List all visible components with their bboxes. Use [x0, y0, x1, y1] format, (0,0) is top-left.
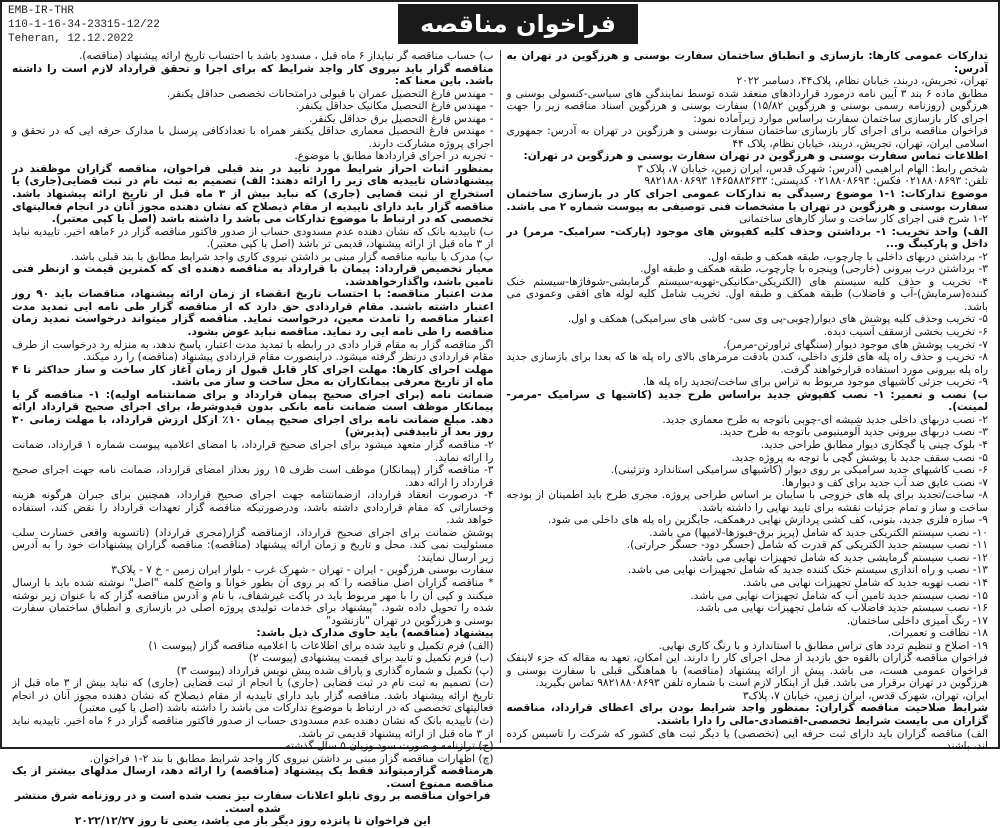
paragraph: تلفن: ۰۲۱۸۸۰۸۶۹۳ فکس: ۰۲۱۸۸۰۸۶۹۳ کدپستی: ۱۴۶۵۸۸۳۶۳۳ ۹۸۲۱۸۸۰۸۶۹۳: [644, 175, 988, 188]
page-title: فراخوان مناقصه: [398, 4, 638, 44]
paragraph: ۲- مناقصه گزار متعهد میشود برای اجرای صحیح قرارداد، با امضای اعلامیه پیوست شماره ۱ قرارداد، ضمانت را ارائه نماید.: [12, 438, 494, 464]
paragraph: (ث) تاییدیه بانک که نشان دهنده عدم مسدودی حساب از صدور فاکتور مناقصه گزار در ۶ ماه اخیر. تاییدیه نباید از ۳ ماه قبل از ارائه پیشنهاد قدیمی تر باشد.: [12, 714, 494, 740]
paragraph: مطابق ماده ۶ بند ۳ آیین نامه درمورد قراردادهای منعقد شده توسط نمایندگی های سیاسی-کنسولی بوسنی و هرزگوین (روزنامه رسمی بوسنی و هرزگوین ۱۵/۸۲) سفارت بوسنی و هرزگوین اسناد مناقصه زیر را جهت اجرای کار بازسازی ساختمان سفارت براساس موارد زیرآماده نمود:: [506, 87, 988, 125]
left-column: [6, 50, 500, 828]
paragraph: مدت اعتبار مناقصه: با احتساب تاریخ انقضاء از زمان ارائه پیشنهاد، مناقصات باید ۹۰ روز اعتبار داشته باشند. مقام قراردادی حق دارد که از مناقصه گزار طی نامه ایی تمدید مدت اعتبار مناقصه را تامدت معین، درخواست نماید. مناقصه گزار میتواند درخواست تمدید زمان مناقصه را طی نامه ایی رد نماید. مناقصه نباید عوض بشود.: [12, 288, 494, 339]
paragraph: ۱۴- نصب تهویه جدید که شامل تجهیزات نهایی می باشد.: [742, 576, 988, 589]
paragraph: ۳- برداشتن درب بیرونی (خارجی) وپنجره با چارچوب، طبقه همکف و طبقه اول.: [640, 263, 988, 276]
paragraph: ۷- تخریب پوشش های موجود دیوار (سنگهای تراورتن-مرمر).: [723, 338, 988, 351]
paragraph: ۴- بلوک چینی یا گچکاری دیوار مطابق طراحی جدید.: [760, 438, 988, 451]
paragraph: - تجربه در اجرای قراردادها مطابق با موضوع.: [294, 150, 494, 163]
paragraph: مهلت اجرای کارها: مهلت اجرای کار قابل قبول از زمان آغاز کار ساخت و ساز حداکثر تا ۴ ماه از تاریخ معرفی پیمانکاران به محل ساخت و ساز می باشد.: [12, 363, 494, 389]
paragraph: ۶- تخریب بخشی ازسقف آسیب دیده.: [823, 326, 988, 339]
paragraph: پ) مدرک یا بیانیه مناقصه گزار مبنی بر داشتن نیروی کاری واجد شرایط مطابق با بند قبلی باشد.: [70, 250, 494, 263]
paragraph: - مهندس فارغ التحصیل مکانیک حداقل یکنفر.: [295, 100, 494, 113]
paragraph: ۱۷- رنگ آمیزی داخلی ساختمان.: [846, 614, 988, 627]
paragraph: الف) واحد تخریب: ۱- برداشتن وحذف کلیه کفپوش های موجود (پارکت- سرامیک- مرمر) در داخل و پارکینگ و...: [506, 225, 989, 251]
paragraph: مناقصه گزار باید نیروی کار واجد شرایط که برای اجرا و تحقق قرارداد لازم است را داشته باشد. باین معنا که:: [12, 62, 494, 88]
paragraph: ۴- درصورت انعقاد قرارداد، ازضمانتنامه جهت اجرای صحیح قرارداد، همچنین برای جبران هرگونه هزینه وخساراتی که مقام قراردادی داشته باشد، ودرصورتیکه مناقصه گزار تعهدات قرارداد را نقض کند، استفاده خواهد شد.: [12, 489, 494, 527]
reference-line: 110-1-16-34-23315-12/22: [8, 19, 160, 31]
paragraph: ۱۵- نصب سیستم جدید تامین آب که شامل تجهیزات نهایی می باشد.: [690, 589, 988, 602]
paragraph: - مهندس فارغ التحصیل معماری حداقل یکنفر همراه با تعدادکافی پرسنل با مدارک حرفه ایی که در تحقق و اجرای پروژه مشارکت دارند.: [12, 125, 494, 150]
paragraph: ایران، تهران، شهرک قدس، ایران زمین، خیابان ۷، پلاک۳: [742, 689, 988, 702]
paragraph: (ت) تصمیم به ثبت نام در ثبت قضایی (جاری) یا انجام از ثبت قضایی (جاری) که نباید بیش از ۳ ماه قبل از تاریخ ارائه پیشنهاد باشد. مناقصه گزار باید دارای تاییدیه از مقام ذیصلاح که نشان دهنده مجوز آنان در انجام فعالیتهای تخصصی که در ارتباط با موضوع تدارکات می باشد را داشته باشد (اصل یا کپی معتبر): [12, 677, 494, 715]
paragraph: (الف) فرم تکمیل و تایید شده برای اطلاعات با اعلامیه مناقصه گزار (پیوست ۱): [148, 639, 494, 652]
reference-line: EMB-IR-THR: [8, 5, 75, 17]
paragraph: ۳- مناقصه گزار (پیمانکار) موظف است ظرف ۱۵ روز بعداز امضای قرارداد، ضمانت نامه جهت اجرای صحیح قرارداد را ارائه دهد.: [12, 464, 494, 489]
paragraph: پیشنهاد (مناقصه) باید حاوی مدارک ذیل باشد:: [256, 627, 494, 640]
paragraph: ۴- تخریب و حذف کلیه سیستم های (الکتریکی-مکانیکی-تهویه-سیستم گرمایشی-شوفاژها-سیستم خنک کننده(سرمایش)-آب و فاضلاب) طبقه همکف و طبقه اول. تخریب شامل کلیه لوله های افقی وعمودی می باشد.: [506, 275, 988, 313]
paragraph: (ج) ترازنامه و صورت سود وزیان ۵ سال گذشته.: [281, 740, 494, 753]
paragraph: ۲- برداشتن دربهای داخلی با چارچوب، طبقه همکف و طبقه اول.: [707, 250, 988, 263]
paragraph: - مهندس فارغ التحصیل عمران با قبولی درامتحانات تخصصی حداقل یکنفر.: [166, 87, 494, 100]
paragraph: سفارت بوسنی هرزگوین - ایران - تهران - شهرک غرب - بلوار ایران زمین - خ ۷ - پلاک۳: [111, 564, 494, 577]
body-columns: [6, 50, 994, 828]
paragraph: * مناقصه گزاران اصل مناقصه را که بر روی آن بطور خوانا و واضح کلمه "اصل" نوشته شده باید با ارسال میکنند و کپی آن را با مهر مربوط باید در پاکت غیرشفاف، با نام و آدرس مناقصه گزار که با عنوان زیر نوشته شده را تحویل داده شود. "پیشنهاد برای خدمات تولیدی پروژه اصلی در بازسازی و انطباق ساختمان سفارت بوسنی و هرزگوین در تهران "بازنشود": [12, 576, 494, 627]
paragraph: (ب) فرم تکمیل و تایید برای قیمت پیشنهادی (پیوست ۲): [248, 652, 494, 665]
paragraph: ۸- تخریب و حذف راه پله های فلزی داخلی، کندن بادقت مرمرهای بالای راه پله ها که بعدا برای بازسازی جدید راه پله بیرونی مورد استفاده قرارخواهند گرفت.: [506, 351, 988, 376]
paragraph: الف) مناقصه گزاران باید دارای ثبت حرفه ایی (تخصصی) یا دیگر ثبت های کشور که شرکت را تاسیس کرده اند، باشند.: [506, 727, 988, 753]
paragraph: پوشش ضمانت برای اجرای صحیح قرارداد، ازمناقصه گزار(مجری قرارداد) (تاتسویه واقعی خسارت سلب مسئولیت نمی کند. محل و تاریخ و زمان ارائه پیشنهاد (مناقصه): مناقصه گزاران پیشنهادات خود را به آدرس زیر ارسال نمایند:: [12, 526, 494, 564]
paragraph: ۷- نصب عایق ضد آب جدید برای کف و دیوارها.: [781, 476, 988, 489]
paragraph: ب) نصب و تعمیر: ۱- نصب کفپوش جدید براساس طرح جدید (کاشیها ی سرامیک -مرمر-لمینت).: [506, 388, 989, 414]
paragraph: ۲- نصب دربهای داخلی جدید شیشه ای-چوبی باتوجه به طرح معماری جدید.: [662, 413, 988, 426]
reference-line: Teheran, 12.12.2022: [8, 33, 134, 45]
paragraph: ۱۰- نصب سیستم الکتریکی جدید که شامل (پریز برق-فیوزها-لامپها) می باشد.: [649, 526, 988, 539]
paragraph: اطلاعات تماس سفارت بوسنی و هرزگوین در تهران سفارت بوسنی و هرزگوین در تهران:: [523, 150, 988, 163]
paragraph: ۶- نصب کاشیهای جدید سرامیکی بر روی دیوار (کاشیهای سرامیکی استاندارد وتزئینی).: [610, 464, 988, 477]
reference-block: [8, 4, 160, 46]
paragraph: ۱۲- نصب سیستم گرمایشی جدید که شامل تجهیزات نهایی می باشد.: [688, 551, 988, 564]
paragraph: فراخوان مناقصه گزاران بالقوه حق بازدید از محل اجرای کار را دارند. این امکان، تعهد به مقاله که جزء لاینفک فراخوان عمومی هست، می باشد. پیش از ارائه پیشنهاد (مناقصه) با هماهنگی قبلی با سفارت بوسنی و هرزگوین در تهران برقرار می باشد. قبل از اینکار لازم است با شماره تلفن ۹۸۲۱۸۸۰۸۶۹۳ تماس بگیرید.: [506, 652, 988, 690]
paragraph: ب) تاییدیه بانک که نشان دهنده عدم مسدودی حساب از صدور فاکتور مناقصه گزار در ۶ماهه اخیر. تاییدیه نباید از ۳ ماه قبل از ارائه پیشنهاد، قدیمی تر باشد (اصل یا کپی معتبر).: [12, 225, 494, 251]
left-column-body: [12, 50, 494, 790]
paragraph: بمنظور اثبات احراز شرایط مورد تایید در بند قبلی فراخوان، مناقصه گزاران موظفند در پیشنهادشان تاییدیه های زیر را ارائه دهند: الف) تصمیم به ثبت نام در ثبت قضایی(جاری) یا استخراج از ثبت قضایی (جاری) که نباید بیش از ۳ ماه قبل از تاریخ ارائه پیشنهاد باشد. مناقصه گزار باید دارای تاییدیه از مقام ذیصلاح که نشان دهنده مجوز آنان در انجام فعالیتهای تخصصی که در ارتباط با موضوع تدارکات می باشد را داشته باشد (اصل یا کپی معتبر).: [12, 162, 494, 226]
footer-line: فراخوان مناقصه بر روی تابلو اعلانات سفارت نیز نصب شده است و در روزنامه شرق منتشر شده است.: [14, 790, 491, 815]
paragraph: ۱۳- نصب و راه اندازی سیستم خنک کننده جدید که شامل تجهیزات نهایی می باشد.: [627, 564, 988, 577]
paragraph: فراخوان مناقصه برای اجرای کار بازسازی ساختمان سفارت بوسنی و هرزگوین در تهران به آدرس: جمهوری اسلامی ایران، تهران، تجریش، دربند، خیابان نظام، پلاک ۴۴: [506, 125, 988, 150]
header: [2, 2, 998, 48]
paragraph: شرایط صلاحیت مناقصه گزاران: بمنظور واجد شرایط بودن برای اعطای قرارداد، مناقصه گزاران می بایست شرایط تخصصی-اقتصادی-مالی را دارا باشند.: [506, 702, 988, 727]
paragraph: تدارکات عمومی کارها: بازسازی و انطباق ساختمان سفارت بوسنی و هرزگوین در تهران به آدرس:: [506, 50, 988, 75]
right-column: [500, 50, 995, 753]
paragraph: هرمناقصه گزارمیتواند فقط یک پیشنهاد (مناقصه) را ارائه دهد، ارسال مدلهای بیشتر از یک مناقصه ممنوع است.: [12, 765, 494, 790]
paragraph: موضوع تدارکات: ۱-۱ موضوع رسیدگی به تدارکات عمومی اجرای کار در بازسازی ساختمان سفارت بوسنی و هرزگوین در تهران با مشخصات فنی توصیفی به پیوست شماره ۲ می باشد.: [506, 188, 989, 213]
paragraph: ۳- نصب دربهای بیرونی جدید آلومینیومی باتوجه به طرح جدید.: [719, 426, 988, 439]
paragraph: ۱-۲ شرح فنی اجرای کار ساخت و ساز کارهای ساختمانی: [739, 213, 988, 226]
paragraph: ضمانت نامه (برای اجرای صحیح پیمان قرارداد و برای ضمانتنامه اولیه): ۱- مناقصه گر یا پیمانکار موظف است ضمانت نامه بانکی بدون قیدوشرط، برای اجرای صحیح قرارداد ارائه دهد. مبلغ ضمانت نامه برای اجرای صحیح پیمان ۱۰٪ ازکل ارزش قرارداد، با مهلت زمانی ۳۰ روز بعد از تاییدفنی (پذیرش): [12, 388, 494, 439]
paragraph: (پ) تکمیل و شماره گذاری و پاراف شده پیش نویس قرارداد (پیوست ۳): [176, 664, 494, 677]
paragraph: ۹- سازه فلزی جدید، بتونی، کف کشی پردازش نهایی درهمکف، جایگزین راه پله های داخلی می شود.: [548, 514, 988, 527]
paragraph: ب) حساب مناقصه گر نبایداز ۶ ماه قبل ، مسدود باشد با احتساب تاریخ ارائه پیشنهاد (مناقصه).: [78, 50, 494, 62]
paragraph: اگر مناقصه گزار به مقام قرار دادی در رابطه با تمدید مدت اعتبار، پاسخ ندهد، به منزله رد درخواست از طرف مقام قراردادی درنظر گرفته میشود. دراینصورت مقام قراردادی پیشنهاد (مناقصه) را رد میکند.: [12, 338, 494, 364]
paragraph: ۵- نصب سقف جدید با پوشش گچی با توجه به پروژه جدید.: [731, 451, 988, 464]
paragraph: ۵- تخریب وحذف کلیه پوشش های دیوار(چوبی-پی وی سی- کاشی های سرامیکی) همکف و اول.: [567, 313, 988, 326]
paragraph: - مهندس فارغ التحصیل برق حداقل یکنفر.: [309, 112, 494, 125]
paragraph: تهران، تجریش، دربند، خیابان نظام، پلاک۴۴، دسامبر ۲۰۲۲: [736, 75, 988, 88]
paragraph: ۱۹- اصلاح و تنظیم تردد های تراس مطابق با استاندارد و با رنگ کاری نهایی.: [658, 639, 988, 652]
paragraph: شخص رابط: الهام ابراهیمی (آدرس: شهرک قدس، ایران زمین، خیابان ۷، پلاک ۳: [637, 162, 988, 175]
paragraph: (چ) اظهارات مناقصه گزار مبنی بر داشتن نیروی کار واجد شرایط مطابق با بند ۲-۱ فراخوان.: [89, 752, 494, 765]
paragraph: ۱۶- نصب سیستم جدید فاضلاب که شامل تجهیزات نهایی می باشد.: [696, 602, 988, 615]
paragraph: ۱۱- نصب سیستم جدید الکتریکی کم قدرت که شامل (حسگر دود- حسگر حرارتی).: [626, 539, 988, 552]
footer-line: این فراخوان تا پانزده روز دیگر باز می باشد، یعنی تا روز ۲۰۲۲/۱۲/۲۷: [74, 815, 431, 828]
paragraph: معیار تخصیص قرارداد: پیمان با قرارداد به مناقصه دهنده ای که کمترین قیمت و ازنظر فنی تامین باشد، واگذارخواهدشد.: [12, 263, 494, 288]
paragraph: ۱۸- نظافت و تعمیرات.: [887, 627, 988, 640]
paragraph: ۹- تخریب جزئی کاشیهای موجود مربوط به تراس برای ساخت/تجدید راه پله ها.: [642, 376, 988, 389]
paragraph: ۸- ساخت/تجدید برای پله های خروجی با سایبان بر اساس طراحی پروژه. مجری طرح باید اطمینان از بودجه ساخت و ساز و تمام جزئیات نقشه برای تایید نهایی را داشته باشد.: [506, 489, 988, 514]
